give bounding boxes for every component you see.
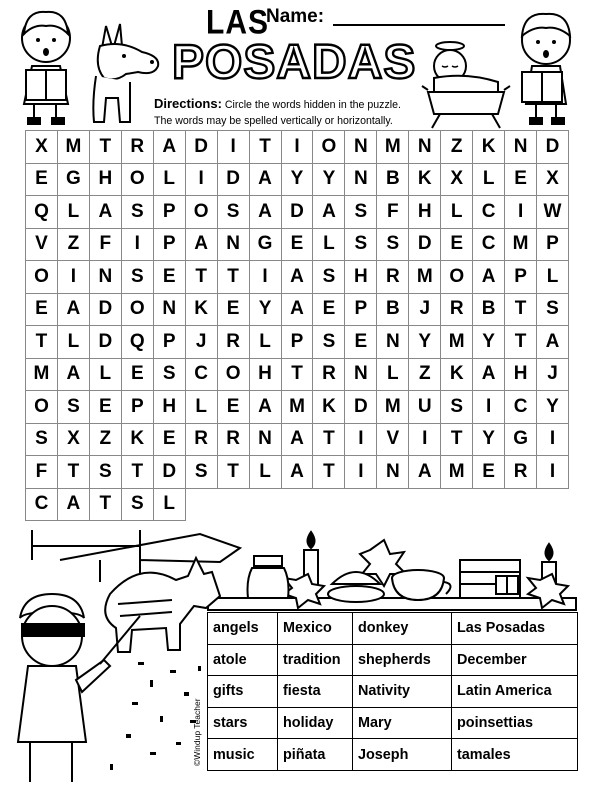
grid-cell[interactable]: O [122, 294, 154, 327]
grid-cell[interactable]: I [537, 424, 569, 457]
word-bank-item: tradition [278, 645, 353, 677]
grid-cell[interactable]: Q [26, 196, 58, 229]
grid-cell[interactable]: I [409, 424, 441, 457]
grid-cell[interactable]: E [90, 391, 122, 424]
grid-cell[interactable]: G [250, 229, 282, 262]
word-search-grid [25, 130, 569, 521]
grid-cell[interactable]: D [537, 131, 569, 164]
grid-cell[interactable]: L [90, 359, 122, 392]
word-bank-item: December [452, 645, 578, 677]
grid-cell[interactable]: T [282, 359, 314, 392]
grid-cell[interactable]: E [154, 424, 186, 457]
grid-cell[interactable]: H [409, 196, 441, 229]
word-bank-item: piñata [278, 739, 353, 771]
grid-cell[interactable]: W [537, 196, 569, 229]
grid-cell[interactable]: T [186, 261, 218, 294]
grid-cell[interactable]: K [122, 424, 154, 457]
grid-cell[interactable]: T [90, 131, 122, 164]
grid-cell[interactable]: M [441, 326, 473, 359]
candy-jar-icon [248, 556, 289, 598]
grid-cell[interactable]: A [282, 424, 314, 457]
grid-cell[interactable]: J [186, 326, 218, 359]
word-bank-item: donkey [353, 613, 452, 645]
grid-cell[interactable]: A [409, 456, 441, 489]
grid-cell[interactable]: H [90, 164, 122, 197]
grid-cell[interactable]: I [58, 261, 90, 294]
grid-cell[interactable]: P [345, 294, 377, 327]
word-bank-item: Joseph [353, 739, 452, 771]
grid-cell[interactable]: Y [282, 164, 314, 197]
grid-cell[interactable]: C [26, 489, 58, 522]
grid-cell[interactable]: P [154, 196, 186, 229]
grid-cell[interactable]: S [218, 196, 250, 229]
directions-line2: The words may be spelled vertically or horizontally. [154, 115, 393, 127]
grid-cell[interactable]: O [122, 164, 154, 197]
grid-cell[interactable]: S [122, 261, 154, 294]
grid-cell[interactable]: K [186, 294, 218, 327]
grid-cell[interactable]: Y [409, 326, 441, 359]
grid-cell[interactable]: R [122, 131, 154, 164]
grid-cell[interactable]: K [313, 391, 345, 424]
grid-cell[interactable]: X [58, 424, 90, 457]
grid-cell[interactable]: L [250, 456, 282, 489]
grid-cell[interactable]: X [537, 164, 569, 197]
grid-cell[interactable]: A [473, 261, 505, 294]
grid-cell[interactable]: I [250, 261, 282, 294]
grid-cell[interactable]: I [345, 424, 377, 457]
grid-cell[interactable]: I [218, 131, 250, 164]
grid-cell[interactable]: L [441, 196, 473, 229]
grid-cell[interactable]: J [409, 294, 441, 327]
grid-cell[interactable]: F [90, 229, 122, 262]
grid-cell[interactable]: S [26, 424, 58, 457]
grid-cell[interactable]: Q [122, 326, 154, 359]
grid-cell[interactable]: T [441, 424, 473, 457]
grid-cell[interactable]: T [505, 294, 537, 327]
grid-cell[interactable]: L [250, 326, 282, 359]
grid-cell[interactable]: B [377, 294, 409, 327]
grid-cell[interactable]: E [218, 391, 250, 424]
word-bank-item: angels [208, 613, 278, 645]
grid-cell[interactable]: T [250, 131, 282, 164]
confetti-icon [110, 662, 201, 770]
name-label: Name: [266, 6, 325, 27]
title-posadas: POSADAS [172, 36, 417, 89]
grid-cell[interactable]: E [282, 229, 314, 262]
grid-cell[interactable]: Z [441, 131, 473, 164]
grid-cell[interactable]: A [58, 294, 90, 327]
word-bank-item: poinsettias [452, 708, 578, 740]
grid-cell[interactable]: P [122, 391, 154, 424]
grid-cell[interactable]: E [26, 164, 58, 197]
grid-cell[interactable]: H [345, 261, 377, 294]
grid-cell[interactable]: X [26, 131, 58, 164]
grid-cell[interactable]: P [282, 326, 314, 359]
grid-cell[interactable]: I [505, 196, 537, 229]
grid-cell[interactable]: A [90, 196, 122, 229]
word-bank-item: Mexico [278, 613, 353, 645]
title-las: LAS [206, 3, 269, 42]
directions-label: Directions: [154, 96, 222, 111]
grid-cell[interactable]: D [90, 326, 122, 359]
grid-cell[interactable]: T [58, 456, 90, 489]
grid-cell[interactable]: P [505, 261, 537, 294]
credit-text: ©Windup Teacher [192, 698, 202, 766]
grid-cell[interactable]: A [250, 391, 282, 424]
grid-cell[interactable]: N [377, 326, 409, 359]
grid-cell[interactable]: M [377, 131, 409, 164]
grid-cell[interactable]: N [218, 229, 250, 262]
word-bank-item: atole [208, 645, 278, 677]
grid-cell[interactable]: O [441, 261, 473, 294]
grid-cell[interactable]: N [90, 261, 122, 294]
grid-cell[interactable]: E [473, 456, 505, 489]
grid-cell[interactable]: A [58, 359, 90, 392]
grid-cell[interactable]: C [505, 391, 537, 424]
grid-cell[interactable]: S [122, 196, 154, 229]
grid-cell[interactable]: T [122, 456, 154, 489]
grid-cell[interactable]: L [377, 359, 409, 392]
grid-cell[interactable]: S [58, 391, 90, 424]
grid-cell[interactable]: S [122, 489, 154, 522]
name-field[interactable] [333, 24, 505, 26]
grid-cell[interactable]: Y [537, 391, 569, 424]
grid-cell[interactable]: B [377, 164, 409, 197]
grid-cell[interactable]: S [537, 294, 569, 327]
grid-cell[interactable]: Z [58, 229, 90, 262]
grid-cell[interactable]: L [58, 326, 90, 359]
grid-cell[interactable]: A [282, 261, 314, 294]
grid-cell[interactable]: A [282, 294, 314, 327]
grid-cell[interactable]: E [505, 164, 537, 197]
grid-cell[interactable]: E [313, 294, 345, 327]
grid-cell[interactable]: M [26, 359, 58, 392]
grid-cell[interactable]: M [505, 229, 537, 262]
grid-cell[interactable]: L [313, 229, 345, 262]
grid-cell[interactable]: I [473, 391, 505, 424]
grid-cell[interactable]: A [250, 164, 282, 197]
grid-cell[interactable]: H [250, 359, 282, 392]
grid-cell[interactable]: S [313, 261, 345, 294]
grid-cell[interactable]: N [345, 131, 377, 164]
grid-cell[interactable]: O [26, 391, 58, 424]
tamales-plate-icon [328, 572, 384, 602]
grid-cell[interactable]: T [505, 326, 537, 359]
word-bank-item: holiday [278, 708, 353, 740]
grid-cell[interactable]: T [90, 489, 122, 522]
grid-cell[interactable]: K [441, 359, 473, 392]
grid-cell[interactable]: Z [409, 359, 441, 392]
grid-cell[interactable]: A [473, 359, 505, 392]
grid-cell[interactable]: I [345, 456, 377, 489]
grid-cell[interactable]: V [26, 229, 58, 262]
grid-cell[interactable]: R [377, 261, 409, 294]
grid-cell[interactable]: E [122, 359, 154, 392]
grid-cell[interactable]: T [218, 261, 250, 294]
grid-cell[interactable]: Z [90, 424, 122, 457]
grid-cell[interactable]: O [313, 131, 345, 164]
grid-cell[interactable]: N [345, 164, 377, 197]
caroler-girl-icon [8, 4, 82, 128]
grid-cell[interactable]: S [90, 456, 122, 489]
grid-cell[interactable]: N [409, 131, 441, 164]
grid-cell[interactable]: E [26, 294, 58, 327]
grid-cell[interactable]: R [505, 456, 537, 489]
word-bank-item: stars [208, 708, 278, 740]
grid-cell[interactable]: R [313, 359, 345, 392]
grid-cell[interactable]: H [505, 359, 537, 392]
grid-cell[interactable]: Y [473, 424, 505, 457]
grid-cell[interactable]: M [441, 456, 473, 489]
grid-cell[interactable]: Y [473, 326, 505, 359]
grid-cell[interactable]: M [409, 261, 441, 294]
grid-cell[interactable]: L [186, 391, 218, 424]
grid-cell[interactable]: S [345, 229, 377, 262]
grid-cell[interactable]: R [186, 424, 218, 457]
directions-line1: Circle the words hidden in the puzzle. [224, 99, 401, 111]
grid-cell[interactable]: E [154, 261, 186, 294]
word-bank-item: gifts [208, 676, 278, 708]
grid-cell[interactable]: O [26, 261, 58, 294]
grid-cell[interactable]: N [250, 424, 282, 457]
grid-cell[interactable]: B [473, 294, 505, 327]
grid-cell[interactable]: T [26, 326, 58, 359]
grid-cell[interactable]: G [505, 424, 537, 457]
grid-cell[interactable]: A [250, 196, 282, 229]
grid-cell[interactable]: R [218, 424, 250, 457]
grid-cell[interactable]: C [473, 229, 505, 262]
grid-cell[interactable]: U [409, 391, 441, 424]
grid-cell[interactable]: N [345, 359, 377, 392]
grid-cell[interactable]: M [282, 391, 314, 424]
baby-in-manger-icon [420, 38, 512, 130]
grid-cell[interactable]: S [345, 196, 377, 229]
atole-cup-icon [392, 570, 451, 600]
grid-cell[interactable]: E [218, 294, 250, 327]
grid-cell[interactable]: E [441, 229, 473, 262]
grid-cell[interactable]: G [58, 164, 90, 197]
grid-cell[interactable]: J [537, 359, 569, 392]
grid-cell[interactable]: D [282, 196, 314, 229]
grid-cell[interactable]: D [218, 164, 250, 197]
grid-cell[interactable]: O [186, 196, 218, 229]
gift-box-icon [460, 560, 520, 598]
grid-cell[interactable]: H [154, 391, 186, 424]
grid-cell[interactable]: A [537, 326, 569, 359]
grid-cell[interactable]: L [537, 261, 569, 294]
grid-cell[interactable]: O [218, 359, 250, 392]
grid-cell[interactable]: T [218, 456, 250, 489]
word-bank-item: Las Posadas [452, 613, 578, 645]
grid-cell[interactable]: A [313, 196, 345, 229]
grid-cell[interactable]: M [377, 391, 409, 424]
grid-cell[interactable]: R [218, 326, 250, 359]
grid-cell[interactable]: L [58, 196, 90, 229]
word-bank-item: fiesta [278, 676, 353, 708]
word-bank-item: tamales [452, 739, 578, 771]
grid-cell[interactable]: F [377, 196, 409, 229]
word-bank-item: music [208, 739, 278, 771]
grid-cell[interactable]: S [441, 391, 473, 424]
grid-cell[interactable]: S [313, 326, 345, 359]
grid-cell[interactable]: A [58, 489, 90, 522]
grid-cell[interactable]: K [409, 164, 441, 197]
grid-cell[interactable]: E [345, 326, 377, 359]
grid-cell[interactable]: I [186, 164, 218, 197]
word-bank-item: Nativity [353, 676, 452, 708]
word-bank [207, 612, 578, 771]
grid-cell[interactable]: T [313, 456, 345, 489]
grid-cell[interactable]: I [537, 456, 569, 489]
grid-cell[interactable]: S [377, 229, 409, 262]
grid-cell[interactable]: Y [250, 294, 282, 327]
word-bank-item: shepherds [353, 645, 452, 677]
grid-cell[interactable]: F [26, 456, 58, 489]
grid-cell[interactable]: V [377, 424, 409, 457]
donkey-icon [76, 22, 164, 126]
grid-cell[interactable]: P [537, 229, 569, 262]
grid-cell[interactable]: D [409, 229, 441, 262]
grid-cell[interactable]: N [154, 294, 186, 327]
grid-cell[interactable]: D [90, 294, 122, 327]
grid-cell[interactable]: N [505, 131, 537, 164]
grid-cell[interactable]: A [154, 131, 186, 164]
grid-cell[interactable]: D [345, 391, 377, 424]
directions [154, 96, 434, 129]
grid-cell[interactable]: I [122, 229, 154, 262]
grid-cell[interactable]: S [154, 359, 186, 392]
grid-cell[interactable]: M [58, 131, 90, 164]
grid-cell[interactable]: P [154, 326, 186, 359]
grid-cell[interactable]: I [282, 131, 314, 164]
word-bank-item: Latin America [452, 676, 578, 708]
caroler-boy-icon [510, 4, 584, 128]
grid-cell[interactable]: A [282, 456, 314, 489]
grid-cell[interactable]: X [441, 164, 473, 197]
grid-cell[interactable]: L [154, 164, 186, 197]
grid-cell[interactable]: T [313, 424, 345, 457]
grid-cell[interactable]: D [154, 456, 186, 489]
grid-cell[interactable]: Y [313, 164, 345, 197]
grid-cell[interactable]: D [186, 131, 218, 164]
grid-cell[interactable]: R [441, 294, 473, 327]
grid-cell[interactable]: K [473, 131, 505, 164]
grid-cell[interactable]: S [186, 456, 218, 489]
grid-cell[interactable]: L [473, 164, 505, 197]
grid-cell[interactable]: A [186, 229, 218, 262]
table-icon [208, 598, 576, 610]
grid-cell[interactable]: L [154, 489, 186, 522]
grid-cell[interactable]: C [186, 359, 218, 392]
grid-cell[interactable]: C [473, 196, 505, 229]
word-bank-item: Mary [353, 708, 452, 740]
grid-cell[interactable]: P [154, 229, 186, 262]
grid-cell[interactable]: N [377, 456, 409, 489]
